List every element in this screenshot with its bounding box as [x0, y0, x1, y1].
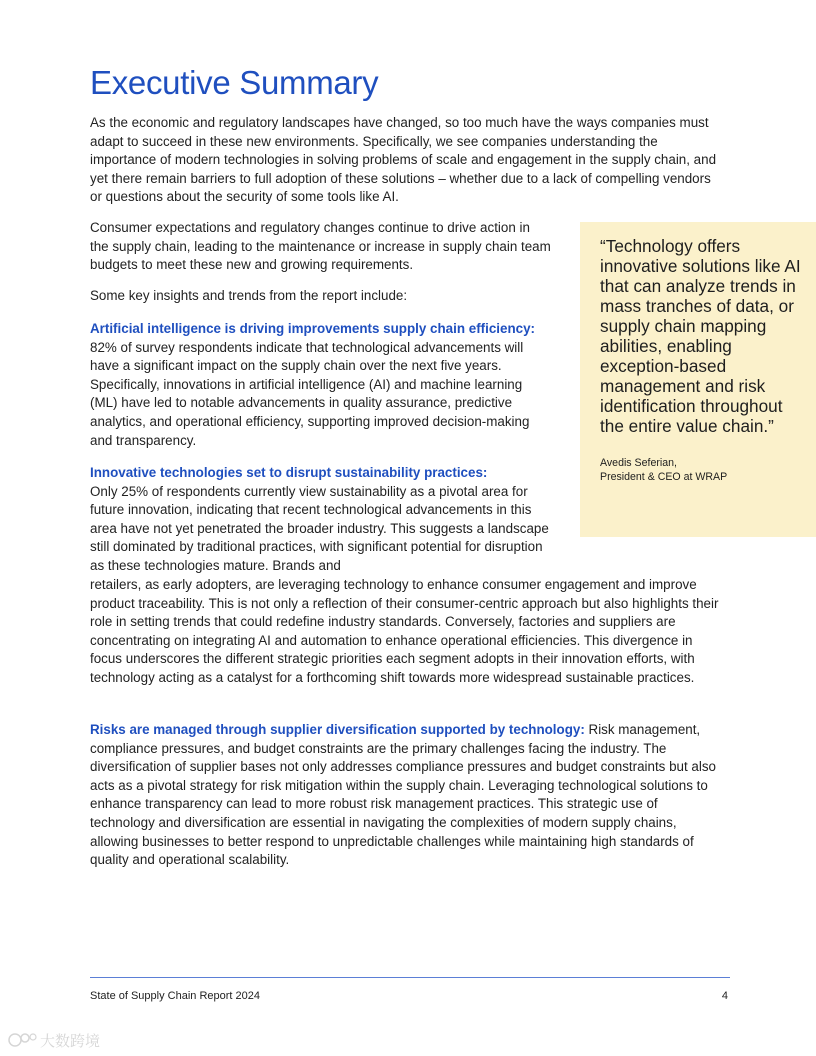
insight-risk-body: Risk management, compliance pressures, and budget constraints are the primary challenges facing the industry. The diversification of supplier bases not only addresses compliance pressures and budget constraints but also acts as a pivotal strategy for risk mitigation within the supply chain. Leveraging technological solutions to enhance transparency can lead to more robust risk management practices. This strategic use of technology and diversification are essential in navigating the complexities of modern supply chains, allowing businesses to better respond to unpredictable challenges while maintaining high standards of quality and operational scalability.	[90, 722, 716, 868]
insight-sustainability-heading: Innovative technologies set to disrupt sustainability practices:	[90, 465, 488, 480]
insight-risk	[90, 721, 720, 870]
insight-sustainability-body: Only 25% of respondents currently view sustainability as a pivotal area for future innovation, indicating that recent technological advancements in this area have not yet penetrated the broader industry. This suggests a landscape still dominated by traditional practices, with significant potential for disruption as these technologies mature. Brands and	[90, 483, 549, 573]
quote-author: Avedis Seferian,	[600, 457, 677, 469]
insight-ai-heading: Artificial intelligence is driving improvements supply chain efficiency:	[90, 321, 535, 336]
consumer-paragraph: Consumer expectations and regulatory changes continue to drive action in the supply chain, leading to the maintenance or increase in supply chain team budgets to meet these new and growing requirements.	[90, 220, 551, 273]
insight-risk-heading: Risks are managed through supplier diversification supported by technology:	[90, 722, 585, 737]
insight-ai-body: 82% of survey respondents indicate that technological advancements will have a significant impact on the supply chain over the next five years. Specifically, innovations in artificial intelligence (AI) and machine learning (ML) have led to notable advancements in quality assurance, predictive analytics, and operational efficiency, supporting improved decision-making and transparency.	[90, 339, 530, 448]
page-title: Executive Summary	[90, 64, 379, 101]
intro-paragraph: As the economic and regulatory landscapes have changed, so too much have the ways companies must adapt to succeed in these new environments. Specifically, we see companies understanding the importance of modern technologies in solving problems of scale and engagement in the supply chain, and yet there remain barriers to full adoption of these solutions – whether due to a lack of compelling vendors or questions about the security of some tools like AI.	[90, 115, 717, 205]
quote-text: “Technology offers innovative solutions like AI that can analyze trends in mass tranches of data, or supply chain mapping abilities, enabling exception-based management and risk identification throughout the entire value chain.”	[600, 236, 801, 436]
watermark-icon	[6, 1028, 110, 1052]
footer-report-title: State of Supply Chain Report 2024	[90, 990, 261, 1002]
watermark-text: 大数跨境	[40, 1032, 101, 1050]
quote-role: President & CEO at WRAP	[600, 471, 728, 483]
insight-ai	[90, 320, 552, 450]
insights-intro: Some key insights and trends from the report include:	[90, 288, 408, 303]
pull-quote	[580, 222, 816, 537]
quote-attribution	[600, 456, 806, 484]
footer-divider	[90, 977, 730, 978]
insight-sustainability-continued: retailers, as early adopters, are leveraging technology to enhance consumer engagement and improve product traceability. This is not only a reflection of their consumer-centric approach but also highlights their role in setting trends that could redefine industry standards. Conversely, factories and suppliers are concentrating on integrating AI and automation to enhance operational efficiencies. This divergence in focus underscores the different strategic priorities each segment adopts in their innovation efforts, with technology acting as a catalyst for a forthcoming shift towards more widespread sustainable practices.	[90, 577, 719, 685]
page-number: 4	[721, 990, 728, 1002]
insight-sustainability	[90, 464, 552, 576]
watermark-logo	[6, 1028, 110, 1052]
